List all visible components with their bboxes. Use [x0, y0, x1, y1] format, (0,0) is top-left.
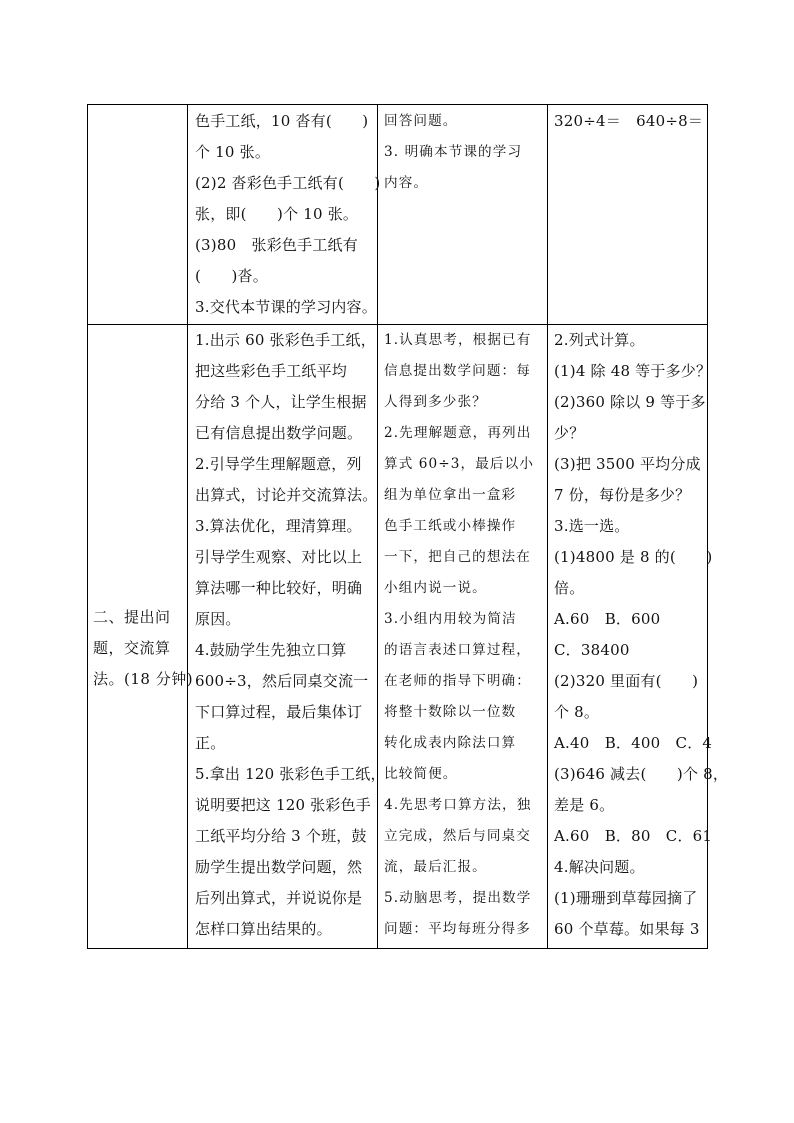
text-line: 3.交代本节课的学习内容。: [195, 298, 377, 316]
lesson-plan-table: [87, 104, 729, 949]
text-line: 2.引导学生理解题意，列: [195, 455, 362, 473]
text-line: (2)2 沓彩色手工纸有( ): [195, 174, 381, 192]
text-line: 出算式，讨论并交流算法。: [195, 486, 378, 504]
text-line: 将整十数除以一位数: [384, 704, 517, 720]
text-line: 少？: [554, 424, 585, 442]
text-line: 2.先理解题意，再列出: [384, 425, 532, 441]
text-line: 把这些彩色手工纸平均: [195, 362, 348, 380]
text-line: (1)4 除 48 等于多少？: [554, 362, 712, 380]
text-line: 正。: [195, 734, 226, 752]
text-line: 3.选一选。: [554, 517, 630, 535]
text-line: 比较简便。: [384, 766, 458, 782]
text-line: 工纸平均分给 3 个班，鼓: [195, 827, 367, 845]
text-line: 励学生提出数学问题，然: [195, 858, 363, 876]
text-line: 5.拿出 120 张彩色手工纸，: [195, 765, 386, 783]
section-cell-row-2: [93, 324, 194, 950]
text-line: 信息提出数学问题：每: [384, 363, 531, 379]
text-line: 说明要把这 120 张彩色手: [195, 796, 371, 814]
text-line: 倍。: [554, 579, 585, 597]
text-line: (2)360 除以 9 等于多: [554, 393, 706, 411]
text-line: 4.鼓励学生先独立口算: [195, 641, 347, 659]
section-title-line: 题，交流算: [93, 639, 171, 657]
student-activity-cell-row-1: [384, 105, 547, 324]
text-line: 1.出示 60 张彩色手工纸，: [195, 331, 376, 349]
exercise-cell-row-1: [554, 105, 709, 324]
teacher-activity-cell-row-1: [195, 105, 381, 324]
text-line: 立完成，然后与同桌交: [384, 828, 531, 844]
text-line: 差是 6。: [554, 796, 615, 814]
text-line: 3.小组内用较为简洁: [384, 611, 517, 627]
text-line: 分给 3 个人，让学生根据: [195, 393, 367, 411]
text-line: 流，最后汇报。: [384, 859, 487, 875]
text-line: 2.列式计算。: [554, 331, 645, 349]
text-line: (3)把 3500 平均分成: [554, 455, 701, 473]
text-line: 在老师的指导下明确：: [384, 673, 531, 689]
exercise-cell-row-2: [554, 324, 729, 950]
text-line: 算法哪一种比较好，明确: [195, 579, 363, 597]
text-line: 小组内说一说。: [384, 580, 487, 596]
text-line: A.40 B．400 C．4: [554, 734, 713, 752]
text-line: ( )沓。: [195, 267, 268, 285]
student-activity-cell-row-2: [384, 324, 547, 950]
section-cell-row-1: [88, 105, 187, 324]
text-line: 600÷3，然后同桌交流一: [195, 672, 369, 690]
column-divider: [187, 105, 188, 948]
text-line: (3)80 张彩色手工纸有: [195, 236, 358, 254]
text-line: 转化成表内除法口算: [384, 735, 517, 751]
text-line: 3. 明确本节课的学习: [384, 144, 523, 160]
text-line: 回答问题。: [384, 113, 458, 129]
text-line: 1.认真思考，根据已有: [384, 332, 532, 348]
text-line: 算式 60÷3，最后以小: [384, 456, 535, 472]
text-line: (3)646 减去( )个 8，: [554, 765, 729, 783]
text-line: 张，即( )个 10 张。: [195, 205, 359, 223]
text-line: 60 个草莓。如果每 3: [554, 920, 700, 938]
text-line: (1)珊珊到草莓园摘了: [554, 889, 698, 907]
text-line: 下口算过程，最后集体订: [195, 703, 363, 721]
text-line: 问题：平均每班分得多: [384, 921, 531, 937]
text-line: A.60 B．600: [554, 610, 661, 628]
text-line: 4.解决问题。: [554, 858, 645, 876]
text-line: 原因。: [195, 610, 241, 628]
text-line: 引导学生观察、对比以上: [195, 548, 363, 566]
text-line: A.60 B．80 C．61: [554, 827, 713, 845]
section-title-line: 二、提出问: [93, 608, 171, 626]
text-line: 已有信息提出数学问题。: [195, 424, 363, 442]
section-title-line: 法。(18 分钟): [93, 670, 194, 688]
text-line: (2)320 里面有( ): [554, 672, 699, 690]
text-line: 一下，把自己的想法在: [384, 549, 531, 565]
text-line: 4.先思考口算方法，独: [384, 797, 532, 813]
text-line: 个 8。: [554, 703, 600, 721]
text-line: 后列出算式，并说说你是: [195, 889, 363, 907]
text-line: 320÷4＝ 640÷8＝: [554, 112, 704, 130]
text-line: 7 份，每份是多少？: [554, 486, 691, 504]
column-divider: [547, 105, 548, 948]
text-line: 人得到多少张？: [384, 394, 487, 410]
text-line: 怎样口算出结果的。: [195, 920, 332, 938]
text-line: 3.算法优化，理清算理。: [195, 517, 362, 535]
column-divider: [377, 105, 378, 948]
text-line: 内容。: [384, 175, 429, 191]
text-line: 5.动脑思考，提出数学: [384, 890, 532, 906]
text-line: 色手工纸或小棒操作: [384, 518, 517, 534]
teacher-activity-cell-row-2: [195, 324, 386, 950]
text-line: 个 10 张。: [195, 143, 271, 161]
text-line: 色手工纸，10 沓有( ): [195, 112, 369, 130]
text-line: 的语言表述口算过程，: [384, 642, 531, 658]
text-line: 组为单位拿出一盒彩: [384, 487, 517, 503]
text-line: C．38400: [554, 641, 630, 659]
text-line: (1)4800 是 8 的( ): [554, 548, 713, 566]
